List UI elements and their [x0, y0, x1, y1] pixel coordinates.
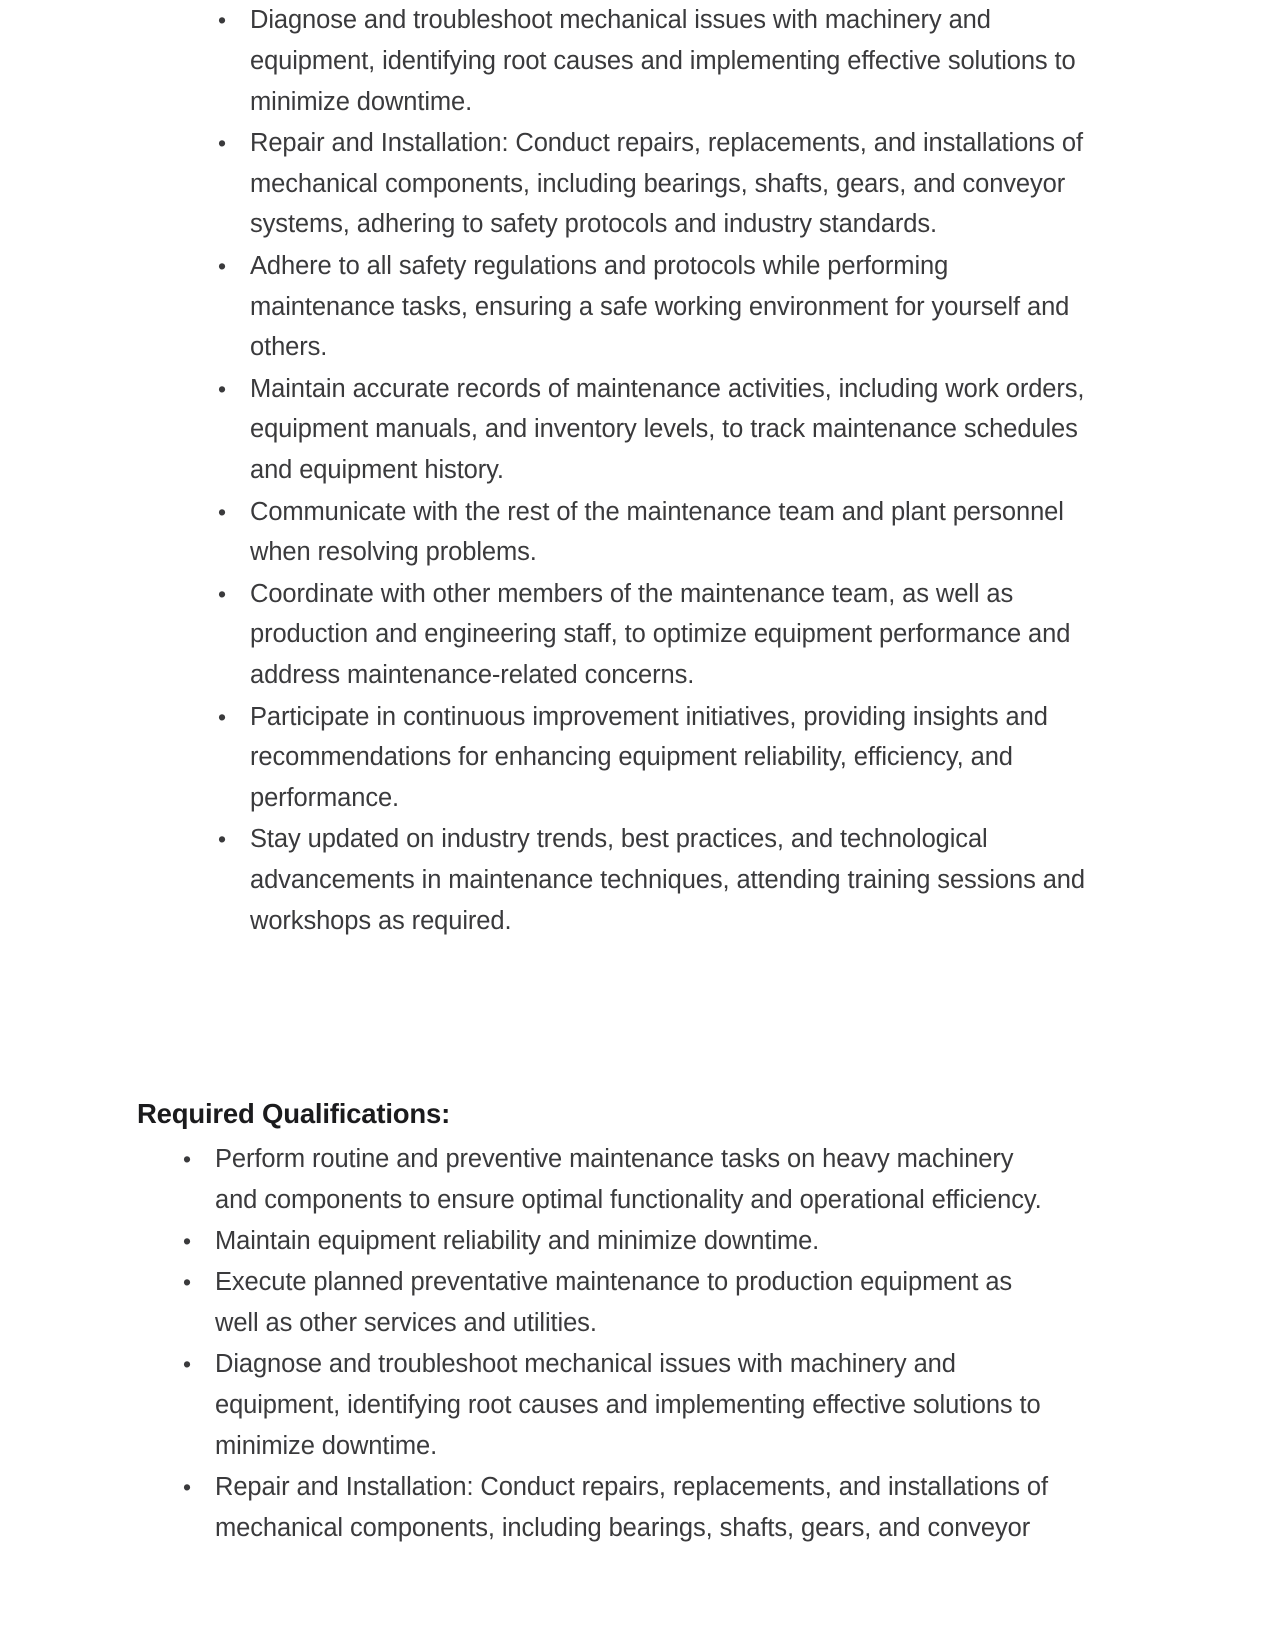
list-item: • Maintain equipment reliability and minimize downtime. — [183, 1221, 1058, 1262]
list-item: • Maintain accurate records of maintenance activities, including work orders, equipment manuals, and inventory levels, to track maintenance schedules and equipment history. — [218, 369, 1096, 491]
section-heading: Required Qualifications: — [137, 1098, 451, 1129]
list-item: • Repair and Installation: Conduct repairs, replacements, and installations of mechanical components, including bearings, shafts, gears, and conveyor — [183, 1467, 1058, 1549]
required-qualifications-section — [0, 1095, 1275, 1549]
list-item: • Adhere to all safety regulations and protocols while performing maintenance tasks, ensuring a safe working environment for yourself and others. — [218, 246, 1096, 368]
required-qualifications-list — [183, 1139, 1058, 1549]
responsibilities-list — [218, 0, 1096, 942]
list-item: • Coordinate with other members of the maintenance team, as well as production and engineering staff, to optimize equipment performance and address maintenance-related concerns. — [218, 574, 1096, 696]
list-item: • Execute planned preventative maintenance to production equipment as well as other services and utilities. — [183, 1262, 1058, 1344]
list-item: • Diagnose and troubleshoot mechanical issues with machinery and equipment, identifying root causes and implementing effective solutions to minimize downtime. — [218, 0, 1096, 122]
list-item: • Communicate with the rest of the maintenance team and plant personnel when resolving problems. — [218, 492, 1096, 574]
list-item: • Stay updated on industry trends, best practices, and technological advancements in maintenance techniques, attending training sessions and workshops as required. — [218, 819, 1096, 941]
list-item: • Diagnose and troubleshoot mechanical issues with machinery and equipment, identifying root causes and implementing effective solutions to minimize downtime. — [183, 1344, 1058, 1466]
list-item: • Perform routine and preventive maintenance tasks on heavy machinery and components to ensure optimal functionality and operational efficiency. — [183, 1139, 1058, 1221]
list-item: • Participate in continuous improvement initiatives, providing insights and recommendations for enhancing equipment reliability, efficiency, and performance. — [218, 697, 1096, 819]
list-item: • Repair and Installation: Conduct repairs, replacements, and installations of mechanical components, including bearings, shafts, gears, and conveyor systems, adhering to safety protocols and industry standards. — [218, 123, 1096, 245]
